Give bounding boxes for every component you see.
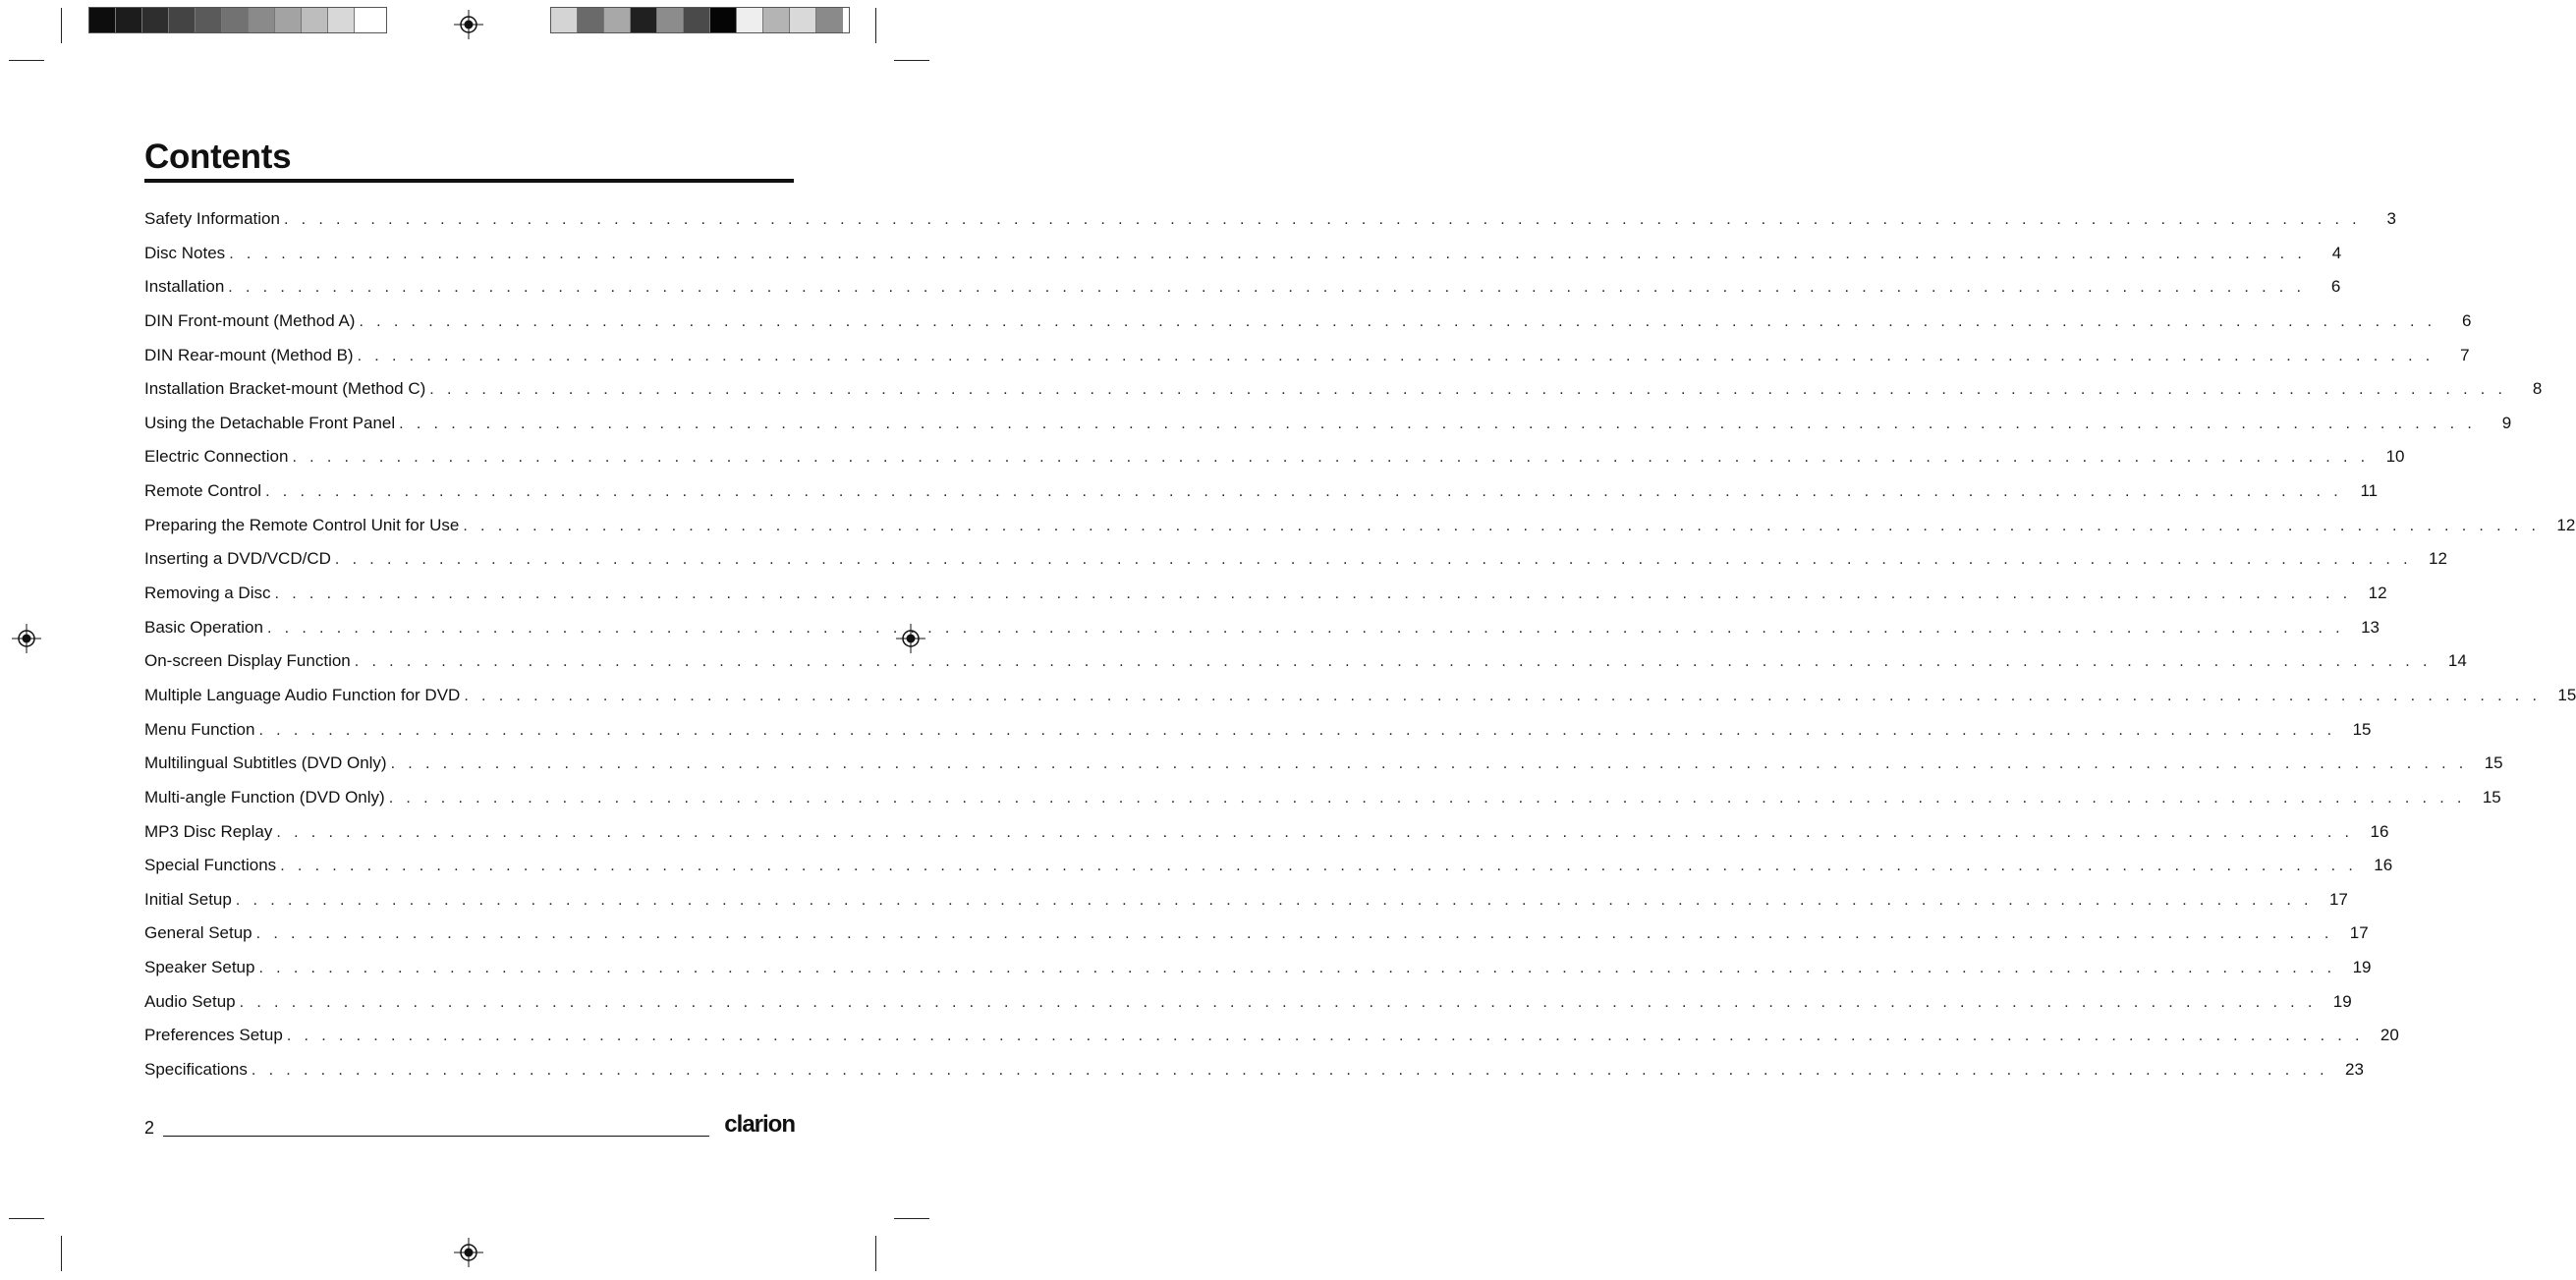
toc-entry[interactable] bbox=[144, 679, 2576, 713]
color-swatch bbox=[142, 8, 169, 32]
toc-entry-title: Disc Notes bbox=[144, 243, 226, 262]
color-swatch bbox=[222, 8, 249, 32]
color-swatch bbox=[302, 8, 328, 32]
dot-leader: . . . . . . . . . . . . . . . . . . . . . . . . . . . . . . . . . . . . . . . . . . . . . . . . . . . . . . . . . . . . . . . . . . . . . . . . . . . . . . . . . . . . . . . . . . . . . . . . . . . . . . . . . . . . . . . . . . . . . . . . bbox=[390, 755, 2468, 773]
registration-mark-icon bbox=[454, 10, 483, 39]
toc-entry-page: 23 bbox=[2345, 1060, 2364, 1080]
toc-entry[interactable] bbox=[144, 1053, 2364, 1087]
toc-entry-page: 12 bbox=[2556, 515, 2576, 534]
dot-leader: . . . . . . . . . . . . . . . . . . . . . . . . . . . . . . . . . . . . . . . . . . . . . . . . . . . . . . . . . . . . . . . . . . . . . . . . . . . . . . . . . . . . . . . . . . . . . . . . . . . . . . . . . . . . . . . . . . . . . . . . bbox=[388, 789, 2466, 807]
dot-leader: . . . . . . . . . . . . . . . . . . . . . . . . . . . . . . . . . . . . . . . . . . . . . . . . . . . . . . . . . . . . . . . . . . . . . . . . . . . . . . . . . . . . . . . . . . . . . . . . . . . . . . . . . . . . . . . . . . . . . . . . bbox=[266, 619, 2344, 637]
color-swatch bbox=[737, 8, 763, 32]
page-number: 2 bbox=[144, 1118, 155, 1138]
color-swatch bbox=[790, 8, 816, 32]
dot-leader: . . . . . . . . . . . . . . . . . . . . . . . . . . . . . . . . . . . . . . . . . . . . . . . . . . . . . . . . . . . . . . . . . . . . . . . . . . . . . . . . . . . . . . . . . . . . . . . . . . . . . . . . . . . . . . . . . . . . . . . . bbox=[463, 517, 2541, 534]
toc-entry-page: 14 bbox=[2447, 651, 2467, 671]
toc-entry-page: 13 bbox=[2361, 617, 2380, 637]
toc-entry-title: Audio Setup bbox=[144, 991, 236, 1011]
toc-entry-title: Preparing the Remote Control Unit for Use bbox=[144, 515, 460, 534]
toc-entry-title: Multi-angle Function (DVD Only) bbox=[144, 787, 385, 807]
color-swatch bbox=[196, 8, 222, 32]
crop-mark-bottom-right-vertical bbox=[875, 1236, 876, 1271]
color-swatch bbox=[816, 8, 843, 32]
toc-entry[interactable] bbox=[144, 883, 2348, 918]
toc-entry-title: Installation Bracket-mount (Method C) bbox=[144, 379, 426, 399]
toc-entry-page: 19 bbox=[2332, 991, 2352, 1011]
toc-entry-page: 17 bbox=[2328, 889, 2348, 909]
toc-entry[interactable] bbox=[144, 407, 2512, 441]
color-swatch bbox=[657, 8, 684, 32]
dot-leader: . . . . . . . . . . . . . . . . . . . . . . . . . . . . . . . . . . . . . . . . . . . . . . . . . . . . . . . . . . . . . . . . . . . . . . . . . . . . . . . . . . . . . . . . . . . . . . . . . . . . . . . . . . . . . . . . . . . . . . . . bbox=[255, 925, 2333, 943]
toc-entry-title: Initial Setup bbox=[144, 889, 232, 909]
toc-entry-page: 15 bbox=[2484, 753, 2503, 773]
toc-entry-title: Specifications bbox=[144, 1060, 248, 1080]
dot-leader: . . . . . . . . . . . . . . . . . . . . . . . . . . . . . . . . . . . . . . . . . . . . . . . . . . . . . . . . . . . . . . . . . . . . . . . . . . . . . . . . . . . . . . . . . . . . . . . . . . . . . . . . . . . . . . . . . . . . . . . . bbox=[239, 993, 2317, 1011]
crop-mark-top-right-horizontal bbox=[894, 60, 929, 61]
toc-entry-page: 20 bbox=[2380, 1026, 2399, 1045]
toc-entry[interactable] bbox=[144, 849, 2393, 883]
toc-entry-title: Speaker Setup bbox=[144, 958, 255, 977]
toc-entry-page: 9 bbox=[2501, 413, 2512, 432]
toc-entry[interactable] bbox=[144, 509, 2576, 543]
toc-entry-title: Safety Information bbox=[144, 209, 280, 228]
toc-entry-page: 19 bbox=[2352, 958, 2372, 977]
toc-entry[interactable] bbox=[144, 372, 2543, 407]
toc-entry-page: 6 bbox=[2462, 310, 2472, 330]
toc-entry-title: Special Functions bbox=[144, 856, 277, 875]
dot-leader: . . . . . . . . . . . . . . . . . . . . . . . . . . . . . . . . . . . . . . . . . . . . . . . . . . . . . . . . . . . . . . . . . . . . . . . . . . . . . . . . . . . . . . . . . . . . . . . . . . . . . . . . . . . . . . . . . . . . . . . . bbox=[265, 483, 2343, 501]
toc-entry-title: Preferences Setup bbox=[144, 1026, 283, 1045]
toc-entry[interactable] bbox=[144, 270, 2341, 305]
toc-entry[interactable] bbox=[144, 202, 2396, 237]
dot-leader: . . . . . . . . . . . . . . . . . . . . . . . . . . . . . . . . . . . . . . . . . . . . . . . . . . . . . . . . . . . . . . . . . . . . . . . . . . . . . . . . . . . . . . . . . . . . . . . . . . . . . . . . . . . . . . . . . . . . . . . . bbox=[292, 449, 2370, 467]
toc-entry-page: 6 bbox=[2330, 277, 2341, 297]
dot-leader: . . . . . . . . . . . . . . . . . . . . . . . . . . . . . . . . . . . . . . . . . . . . . . . . . . . . . . . . . . . . . . . . . . . . . . . . . . . . . . . . . . . . . . . . . . . . . . . . . . . . . . . . . . . . . . . . . . . . . . . . bbox=[359, 312, 2436, 330]
toc-entry-title: Inserting a DVD/VCD/CD bbox=[144, 549, 331, 569]
table-of-contents bbox=[144, 202, 2576, 1087]
color-swatch bbox=[328, 8, 355, 32]
crop-mark-top-right-vertical bbox=[875, 8, 876, 43]
dot-leader: . . . . . . . . . . . . . . . . . . . . . . . . . . . . . . . . . . . . . . . . . . . . . . . . . . . . . . . . . . . . . . . . . . . . . . . . . . . . . . . . . . . . . . . . . . . . . . . . . . . . . . . . . . . . . . . . . . . . . . . . bbox=[280, 858, 2358, 875]
toc-entry[interactable] bbox=[144, 951, 2372, 985]
color-swatch bbox=[710, 8, 737, 32]
toc-entry[interactable] bbox=[144, 474, 2379, 509]
title-underline bbox=[144, 179, 794, 183]
color-swatch bbox=[89, 8, 116, 32]
color-swatch bbox=[631, 8, 657, 32]
toc-entry-page: 12 bbox=[2368, 584, 2387, 603]
toc-entry-page: 15 bbox=[2482, 787, 2501, 807]
dot-leader: . . . . . . . . . . . . . . . . . . . . . . . . . . . . . . . . . . . . . . . . . . . . . . . . . . . . . . . . . . . . . . . . . . . . . . . . . . . . . . . . . . . . . . . . . . . . . . . . . . . . . . . . . . . . . . . . . . . . . . . . bbox=[357, 347, 2435, 364]
toc-entry[interactable] bbox=[144, 917, 2369, 951]
toc-entry-title: DIN Front-mount (Method A) bbox=[144, 310, 356, 330]
toc-entry-page: 10 bbox=[2385, 447, 2405, 467]
dot-leader: . . . . . . . . . . . . . . . . . . . . . . . . . . . . . . . . . . . . . . . . . . . . . . . . . . . . . . . . . . . . . . . . . . . . . . . . . . . . . . . . . . . . . . . . . . . . . . . . . . . . . . . . . . . . . . . . . . . . . . . . bbox=[283, 211, 2361, 228]
registration-mark-icon bbox=[454, 1238, 483, 1267]
toc-entry[interactable] bbox=[144, 577, 2387, 611]
dot-leader: . . . . . . . . . . . . . . . . . . . . . . . . . . . . . . . . . . . . . . . . . . . . . . . . . . . . . . . . . . . . . . . . . . . . . . . . . . . . . . . . . . . . . . . . . . . . . . . . . . . . . . . . . . . . . . . . . . . . . . . . bbox=[276, 823, 2354, 841]
toc-entry-title: Basic Operation bbox=[144, 617, 263, 637]
dot-leader: . . . . . . . . . . . . . . . . . . . . . . . . . . . . . . . . . . . . . . . . . . . . . . . . . . . . . . . . . . . . . . . . . . . . . . . . . . . . . . . . . . . . . . . . . . . . . . . . . . . . . . . . . . . . . . . . . . . . . . . . bbox=[235, 891, 2313, 909]
color-swatch bbox=[275, 8, 302, 32]
toc-entry-page: 3 bbox=[2386, 209, 2396, 228]
toc-entry[interactable] bbox=[144, 305, 2472, 339]
toc-entry[interactable] bbox=[144, 644, 2467, 679]
crop-mark-top-left-horizontal bbox=[9, 60, 44, 61]
toc-entry-title: Electric Connection bbox=[144, 447, 289, 467]
dot-leader: . . . . . . . . . . . . . . . . . . . . . . . . . . . . . . . . . . . . . . . . . . . . . . . . . . . . . . . . . . . . . . . . . . . . . . . . . . . . . . . . . . . . . . . . . . . . . . . . . . . . . . . . . . . . . . . . . . . . . . . . bbox=[251, 1062, 2328, 1080]
toc-entry[interactable] bbox=[144, 440, 2405, 474]
toc-entry-title: On-screen Display Function bbox=[144, 651, 351, 671]
toc-entry-title: Installation bbox=[144, 277, 225, 297]
toc-entry-title: Removing a Disc bbox=[144, 584, 271, 603]
toc-entry[interactable] bbox=[144, 985, 2352, 1020]
crop-mark-bottom-left-vertical bbox=[61, 1236, 62, 1271]
toc-entry-page: 12 bbox=[2429, 549, 2447, 569]
toc-entry[interactable] bbox=[144, 339, 2470, 373]
toc-entry[interactable] bbox=[144, 237, 2342, 271]
color-swatch bbox=[249, 8, 275, 32]
toc-entry-title: Using the Detachable Front Panel bbox=[144, 413, 396, 432]
dot-leader: . . . . . . . . . . . . . . . . . . . . . . . . . . . . . . . . . . . . . . . . . . . . . . . . . . . . . . . . . . . . . . . . . . . . . . . . . . . . . . . . . . . . . . . . . . . . . . . . . . . . . . . . . . . . . . . . . . . . . . . . bbox=[258, 721, 2336, 739]
toc-entry-title: General Setup bbox=[144, 923, 252, 943]
page-title: Contents bbox=[144, 138, 292, 176]
toc-entry-page: 11 bbox=[2360, 481, 2379, 501]
toc-entry-page: 4 bbox=[2331, 243, 2342, 262]
dot-leader: . . . . . . . . . . . . . . . . . . . . . . . . . . . . . . . . . . . . . . . . . . . . . . . . . . . . . . . . . . . . . . . . . . . . . . . . . . . . . . . . . . . . . . . . . . . . . . . . . . . . . . . . . . . . . . . . . . . . . . . . bbox=[464, 687, 2542, 704]
toc-entry-title: MP3 Disc Replay bbox=[144, 821, 273, 841]
toc-entry-page: 17 bbox=[2349, 923, 2369, 943]
crop-mark-bottom-left-horizontal bbox=[9, 1218, 44, 1219]
toc-entry-page: 15 bbox=[2352, 719, 2372, 739]
dot-leader: . . . . . . . . . . . . . . . . . . . . . . . . . . . . . . . . . . . . . . . . . . . . . . . . . . . . . . . . . . . . . . . . . . . . . . . . . . . . . . . . . . . . . . . . . . . . . . . . . . . . . . . . . . . . . . . . . . . . . . . . bbox=[354, 653, 2432, 671]
toc-entry-page: 8 bbox=[2532, 379, 2543, 399]
color-swatch bbox=[355, 8, 381, 32]
toc-entry[interactable] bbox=[144, 611, 2380, 645]
color-swatch bbox=[116, 8, 142, 32]
dot-leader: . . . . . . . . . . . . . . . . . . . . . . . . . . . . . . . . . . . . . . . . . . . . . . . . . . . . . . . . . . . . . . . . . . . . . . . . . . . . . . . . . . . . . . . . . . . . . . . . . . . . . . . . . . . . . . . . . . . . . . . . bbox=[258, 960, 2336, 977]
dot-leader: . . . . . . . . . . . . . . . . . . . . . . . . . . . . . . . . . . . . . . . . . . . . . . . . . . . . . . . . . . . . . . . . . . . . . . . . . . . . . . . . . . . . . . . . . . . . . . . . . . . . . . . . . . . . . . . . . . . . . . . . bbox=[429, 381, 2507, 399]
toc-entry[interactable] bbox=[144, 713, 2372, 748]
dot-leader: . . . . . . . . . . . . . . . . . . . . . . . . . . . . . . . . . . . . . . . . . . . . . . . . . . . . . . . . . . . . . . . . . . . . . . . . . . . . . . . . . . . . . . . . . . . . . . . . . . . . . . . . . . . . . . . . . . . . . . . . bbox=[229, 245, 2307, 262]
color-swatch bbox=[763, 8, 790, 32]
dot-leader: . . . . . . . . . . . . . . . . . . . . . . . . . . . . . . . . . . . . . . . . . . . . . . . . . . . . . . . . . . . . . . . . . . . . . . . . . . . . . . . . . . . . . . . . . . . . . . . . . . . . . . . . . . . . . . . . . . . . . . . . bbox=[286, 1028, 2364, 1045]
toc-entry[interactable] bbox=[144, 1019, 2399, 1053]
color-swatch bbox=[604, 8, 631, 32]
crop-mark-bottom-right-horizontal bbox=[894, 1218, 929, 1219]
grayscale-color-bar-left bbox=[88, 7, 387, 33]
toc-entry-title: Menu Function bbox=[144, 719, 255, 739]
toc-entry-page: 7 bbox=[2460, 345, 2470, 364]
toc-entry[interactable] bbox=[144, 747, 2503, 781]
toc-entry[interactable] bbox=[144, 815, 2389, 850]
brand-logo: clarion bbox=[724, 1111, 795, 1138]
toc-entry-page: 15 bbox=[2557, 685, 2576, 704]
toc-entry-page: 16 bbox=[2370, 821, 2389, 841]
toc-entry-title: Remote Control bbox=[144, 481, 262, 501]
dot-leader: . . . . . . . . . . . . . . . . . . . . . . . . . . . . . . . . . . . . . . . . . . . . . . . . . . . . . . . . . . . . . . . . . . . . . . . . . . . . . . . . . . . . . . . . . . . . . . . . . . . . . . . . . . . . . . . . . . . . . . . . bbox=[274, 585, 2352, 603]
color-swatch bbox=[551, 8, 578, 32]
dot-leader: . . . . . . . . . . . . . . . . . . . . . . . . . . . . . . . . . . . . . . . . . . . . . . . . . . . . . . . . . . . . . . . . . . . . . . . . . . . . . . . . . . . . . . . . . . . . . . . . . . . . . . . . . . . . . . . . . . . . . . . . bbox=[228, 279, 2306, 297]
toc-entry[interactable] bbox=[144, 781, 2501, 815]
crop-mark-top-left-vertical bbox=[61, 8, 62, 43]
color-swatch bbox=[684, 8, 710, 32]
color-swatch bbox=[578, 8, 604, 32]
toc-entry-title: Multiple Language Audio Function for DVD bbox=[144, 685, 461, 704]
grayscale-color-bar-right bbox=[550, 7, 850, 33]
toc-entry[interactable] bbox=[144, 542, 2447, 577]
dot-leader: . . . . . . . . . . . . . . . . . . . . . . . . . . . . . . . . . . . . . . . . . . . . . . . . . . . . . . . . . . . . . . . . . . . . . . . . . . . . . . . . . . . . . . . . . . . . . . . . . . . . . . . . . . . . . . . . . . . . . . . . bbox=[334, 551, 2412, 569]
toc-entry-page: 16 bbox=[2374, 856, 2393, 875]
footer-rule bbox=[163, 1136, 709, 1137]
toc-entry-title: DIN Rear-mount (Method B) bbox=[144, 345, 354, 364]
toc-entry-title: Multilingual Subtitles (DVD Only) bbox=[144, 753, 387, 773]
color-swatch bbox=[169, 8, 196, 32]
dot-leader: . . . . . . . . . . . . . . . . . . . . . . . . . . . . . . . . . . . . . . . . . . . . . . . . . . . . . . . . . . . . . . . . . . . . . . . . . . . . . . . . . . . . . . . . . . . . . . . . . . . . . . . . . . . . . . . . . . . . . . . . bbox=[399, 415, 2477, 432]
registration-mark-icon bbox=[12, 624, 41, 653]
